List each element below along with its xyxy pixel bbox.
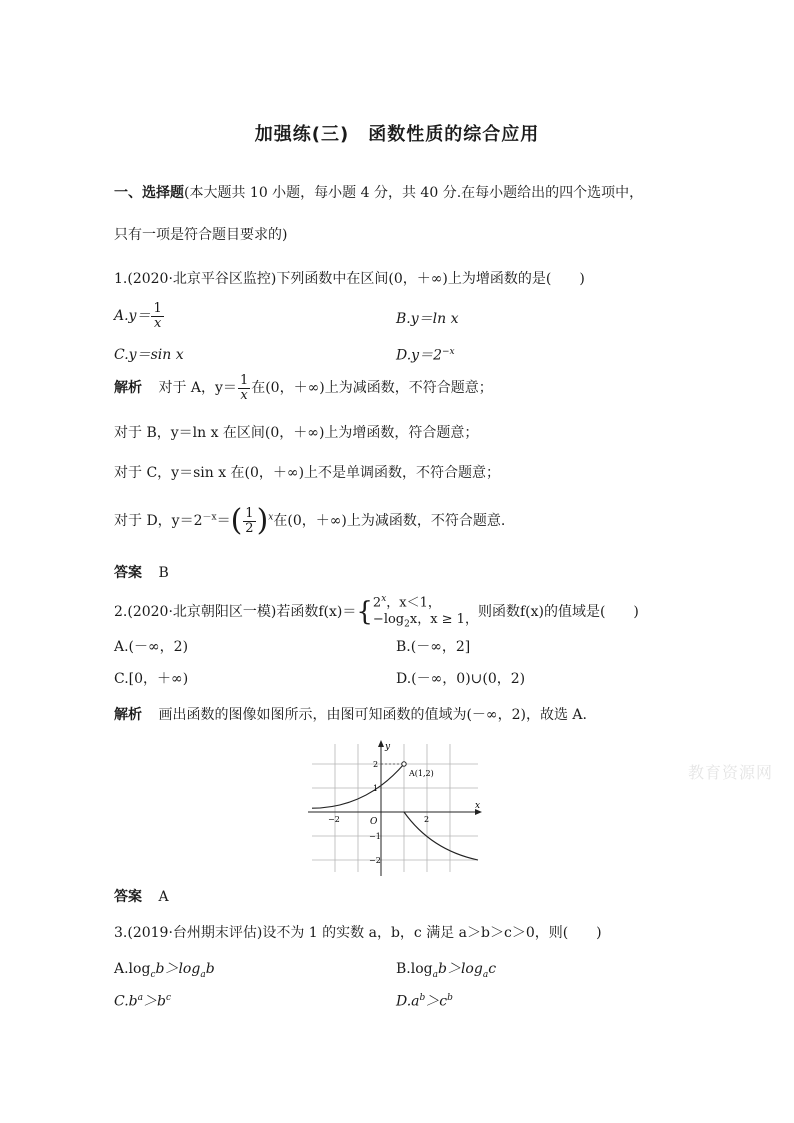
q2-stem-a: 2.(2020·北京朝阳区一模)若函数f(x)＝ [114, 604, 357, 621]
q3-a-sub1: c [150, 969, 156, 980]
section-note-line1: (本大题共 10 小题，每小题 4 分，共 40 分.在每小题给出的四个选项中， [184, 185, 644, 201]
point-a-label: A(1,2) [409, 769, 434, 778]
q1-option-a-den: x [153, 315, 162, 331]
tick-y-1: 1 [373, 784, 379, 793]
q2-answer-label: 答案 [114, 889, 142, 905]
q2-piecewise [373, 594, 478, 630]
q2-case2-cond: x，x ≥ 1， [409, 611, 478, 627]
q2-case1 [373, 594, 478, 612]
q2-answer [114, 890, 169, 904]
q3-d-1: D.a [396, 993, 420, 1010]
q1-analysis-4pow: x [268, 512, 274, 523]
q1-analysis-fraction [238, 374, 250, 402]
q2-option-a: A.(－∞，2) [114, 639, 189, 655]
q1-stem: 1.(2020·北京平谷区监控)下列函数中在区间(0，＋∞)上为增函数的是( ) [114, 271, 585, 287]
q3-option-c [114, 994, 171, 1009]
q1-option-a-prefix: A.y＝ [114, 308, 151, 325]
q1-answer-value: B [158, 565, 169, 581]
q3-b-2: b＞log [437, 961, 483, 977]
q3-d-exp2: b [447, 993, 453, 1003]
q3-a-sub2: a [200, 969, 206, 980]
q1-analysis-1b: 在(0，＋∞)上为减函数，不符合题意； [251, 380, 493, 397]
q2-case2-sub: 2 [404, 619, 410, 630]
q1-option-a-fraction [151, 302, 163, 330]
q3-a-1: A.log [114, 961, 151, 977]
q3-option-d [396, 994, 453, 1009]
q2-case1-base: 2 [372, 595, 382, 611]
q2-stem-b: 则函数f(x)的值域是( ) [477, 604, 639, 621]
q3-d-2: ＞c [425, 993, 448, 1010]
page-title: 加强练(三) 函数性质的综合应用 [254, 124, 540, 145]
q2-case2-base: −log [372, 611, 405, 627]
brace: { [356, 597, 373, 628]
q1-option-d-exp: −x [442, 347, 455, 357]
section-label: 一、选择题 [114, 185, 184, 201]
q1-analysis-den: x [240, 387, 248, 403]
q1-option-b: B.y＝ln x [396, 311, 459, 327]
q2-analysis [114, 708, 587, 722]
q1-analysis-4c: 在(0，＋∞)上为减函数，不符合题意. [273, 513, 506, 529]
q1-analysis-label: 解析 [114, 380, 142, 397]
q3-b-sub1: a [432, 969, 438, 980]
q2-option-b: B.(－∞，2] [396, 639, 471, 655]
q1-analysis-2: 对于 B，y＝ln x 在区间(0，＋∞)上为增函数，符合题意； [114, 425, 479, 441]
q1-option-a-num: 1 [153, 301, 162, 316]
origin-label: O [370, 817, 378, 827]
q2-case2 [373, 612, 478, 631]
tick-y-neg2: −2 [369, 856, 381, 865]
q1-analysis-1 [114, 374, 493, 402]
q2-answer-value: A [158, 889, 169, 905]
q1-analysis-4 [114, 503, 506, 538]
q2-analysis-label: 解析 [114, 707, 142, 723]
q2-analysis-text: 画出函数的图像如图所示，由图可知函数的值域为(－∞，2)，故选 A. [158, 707, 587, 723]
q1-analysis-4-fraction [243, 507, 255, 535]
y-axis-arrow [378, 740, 384, 747]
tick-x-2: 2 [424, 815, 430, 824]
q3-option-a [114, 962, 215, 980]
tick-x-neg2: −2 [328, 815, 340, 824]
q1-analysis-4a: 对于 D，y＝2 [114, 513, 203, 529]
q1-analysis-1a: 对于 A，y＝ [158, 380, 237, 397]
graph-grid [312, 744, 481, 872]
q3-option-b [396, 962, 496, 980]
q3-b-sub2: a [482, 969, 489, 980]
section-note-line2: 只有一项是符合题目要求的) [114, 227, 288, 243]
q1-analysis-4exp: －x [202, 512, 217, 523]
q2-option-c: C.[0，＋∞) [114, 671, 189, 687]
y-axis-label: y [385, 742, 391, 752]
q2-option-d: D.(－∞，0)∪(0，2) [396, 671, 526, 687]
q1-analysis-4-num: 1 [245, 505, 254, 521]
q3-stem: 3.(2019·台州期末评估)设不为 1 的实数 a，b，c 满足 a＞b＞c＞0，则( ) [114, 925, 602, 941]
q3-c-2: ＞b [143, 993, 166, 1010]
q1-analysis-4b: ＝ [216, 513, 231, 529]
q1-answer-label: 答案 [114, 565, 142, 581]
q3-a-3: b [205, 961, 215, 977]
q1-option-d [396, 348, 455, 363]
q3-d-exp1: b [419, 993, 426, 1003]
left-paren: ( [230, 503, 243, 538]
q1-analysis-num: 1 [239, 373, 249, 388]
q3-a-2: b＞log [155, 961, 201, 977]
tick-y-2: 2 [373, 760, 379, 769]
q1-analysis-4-den: 2 [245, 520, 254, 536]
function-graph [306, 738, 486, 878]
x-axis-label: x [475, 801, 481, 811]
q3-c-exp2: c [165, 993, 172, 1003]
q1-option-a [114, 302, 165, 330]
q1-answer [114, 566, 169, 580]
q1-option-d-prefix: D.y＝2 [396, 347, 442, 364]
q3-c-1: C.b [114, 993, 138, 1010]
q1-option-c: C.y＝sin x [114, 347, 184, 363]
watermark: 教育资源网 [688, 763, 774, 782]
q3-b-1: B.log [396, 961, 433, 977]
q3-c-exp1: a [137, 993, 143, 1003]
right-paren: ) [256, 503, 269, 538]
q2-case1-cond: ，x＜1， [386, 595, 441, 611]
section-header [114, 186, 643, 200]
point-a-open [402, 762, 406, 766]
q2-stem [114, 594, 639, 630]
tick-y-neg1: −1 [369, 832, 381, 841]
q1-analysis-3: 对于 C，y＝sin x 在(0，＋∞)上不是单调函数，不符合题意； [114, 465, 501, 481]
q3-b-3: c [488, 961, 497, 977]
q2-case1-exp: x [381, 594, 387, 604]
